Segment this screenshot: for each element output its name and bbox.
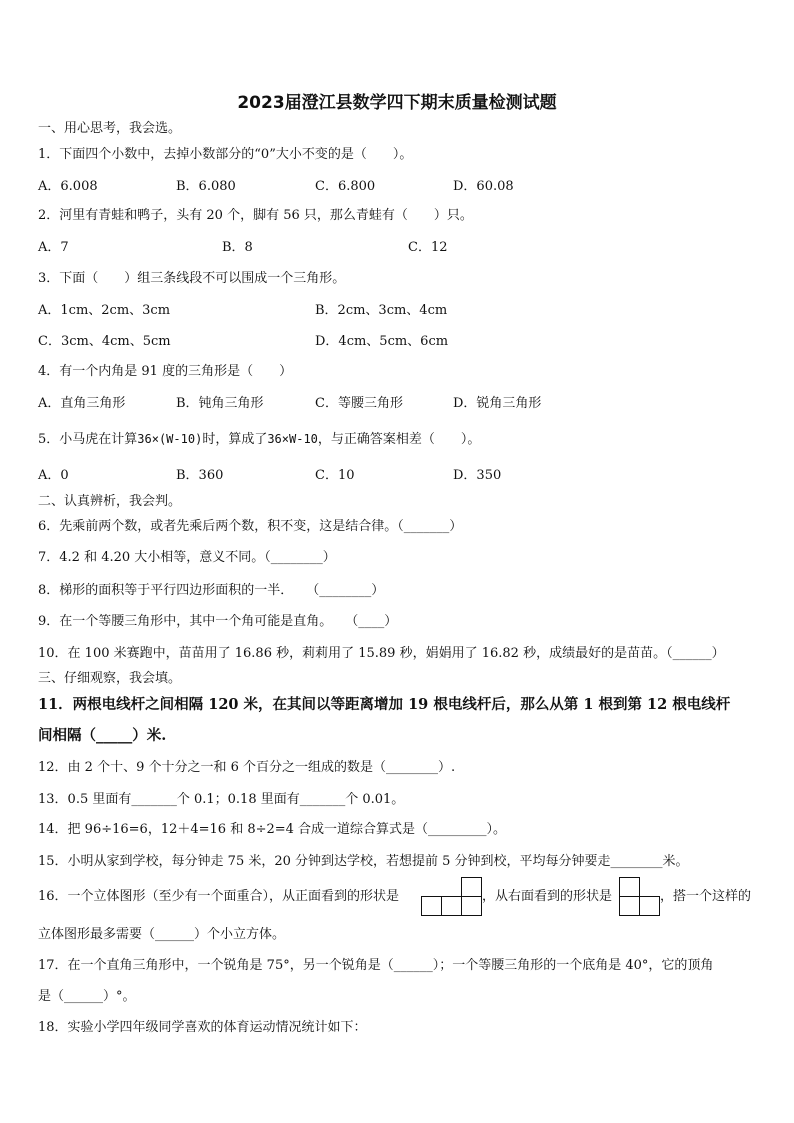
- question-16-part-3: ，搭一个这样的: [660, 889, 752, 904]
- front-view-top-cube: [462, 878, 482, 897]
- q3-option-a: A．1cm、2cm、3cm: [38, 303, 171, 318]
- page-title: 2023届澄江县数学四下期末质量检测试题: [237, 93, 557, 113]
- question-6: 6．先乘前两个数，或者先乘后两个数，积不变，这是结合律。（_______）: [38, 519, 463, 534]
- q5-option-d: D．350: [453, 468, 502, 483]
- q3-option-d: D．4cm、5cm、6cm: [315, 334, 449, 349]
- q5-text-middle: 时，算成了: [202, 432, 268, 447]
- question-9: 9．在一个等腰三角形中，其中一个角可能是直角。 （____）: [38, 614, 398, 629]
- section-2-heading: 二、认真辨析，我会判。: [38, 494, 182, 509]
- q1-option-d: D．60.08: [453, 179, 514, 194]
- question-17-line-1: 17．在一个直角三角形中，一个锐角是 75°，另一个锐角是（______）；一个等腰三角形的一个底角是 40°，它的顶角: [38, 958, 714, 973]
- question-8: 8．梯形的面积等于平行四边形面积的一半． （________）: [38, 583, 385, 598]
- q5-formula-correct: 36×(W-10): [137, 432, 203, 446]
- front-view-bottom-cube-2: [442, 897, 462, 916]
- q3-option-c: C．3cm、4cm、5cm: [38, 334, 171, 349]
- question-16-line-2: 立体图形最多需要（______）个小立方体。: [38, 927, 286, 942]
- question-4: 4．有一个内角是 91 度的三角形是（ ）: [38, 364, 293, 379]
- q1-option-c: C．6.800: [315, 179, 376, 194]
- q4-option-c: C．等腰三角形: [315, 396, 403, 411]
- question-2: 2．河里有青蛙和鸭子，头有 20 个，脚有 56 只，那么青蛙有（ ）只。: [38, 208, 473, 223]
- right-view-figure: [619, 877, 661, 917]
- question-16-part-1: 16．一个立体图形（至少有一个面重合），从正面看到的形状是: [38, 889, 400, 904]
- q5-option-c: C．10: [315, 468, 355, 483]
- q5-text-end: ，与正确答案相差（ ）。: [317, 432, 481, 447]
- front-view-bottom-cube-1: [422, 897, 442, 916]
- q1-option-a: A．6.008: [38, 179, 98, 194]
- question-11-line-1: 11．两根电线杆之间相隔 120 米，在其间以等距离增加 19 根电线杆后，那么从第 1 根到第 12 根电线杆: [38, 696, 731, 713]
- question-7: 7．4.2 和 4.20 大小相等，意义不同。（________）: [38, 550, 336, 565]
- q2-option-c: C．12: [408, 240, 448, 255]
- question-10: 10．在 100 米赛跑中，苗苗用了 16.86 秒，莉莉用了 15.89 秒，娟娟用了 16.82 秒，成绩最好的是苗苗。（______）: [38, 646, 725, 661]
- question-15: 15．小明从家到学校，每分钟走 75 米，20 分钟到达学校，若想提前 5 分钟到校，平均每分钟要走________米。: [38, 854, 689, 869]
- question-18: 18．实验小学四年级同学喜欢的体育运动情况统计如下：: [38, 1020, 367, 1035]
- right-view-top-cube: [620, 878, 640, 897]
- q5-option-b: B．360: [176, 468, 224, 483]
- question-16-part-2: ，从右面看到的形状是: [482, 889, 613, 904]
- q5-formula-wrong: 36×W-10: [267, 432, 318, 446]
- question-13: 13．0.5 里面有_______个 0.1；0.18 里面有_______个 0.01。: [38, 792, 405, 807]
- q3-option-b: B．2cm、3cm、4cm: [315, 303, 448, 318]
- front-view-figure: [421, 877, 483, 917]
- q1-option-b: B．6.080: [176, 179, 236, 194]
- section-3-heading: 三、仔细观察，我会填。: [38, 671, 182, 686]
- question-5: [38, 430, 480, 449]
- section-1-heading: 一、用心思考，我会选。: [38, 121, 182, 136]
- q5-option-a: A．0: [38, 468, 69, 483]
- question-14: 14．把 96÷16=6，12＋4=16 和 8÷2=4 合成一道综合算式是（_________）。: [38, 822, 507, 837]
- right-view-bottom-cube-2: [640, 897, 660, 916]
- q2-option-a: A．7: [38, 240, 69, 255]
- q4-option-a: A．直角三角形: [38, 396, 126, 411]
- question-3: 3．下面（ ）组三条线段不可以围成一个三角形。: [38, 271, 346, 286]
- question-12: 12．由 2 个十、9 个十分之一和 6 个百分之一组成的数是（________）.: [38, 760, 456, 775]
- question-11-line-2: 间相隔（_____）米.: [38, 727, 167, 744]
- q4-option-b: B．钝角三角形: [176, 396, 264, 411]
- question-17-line-2: 是（______）°。: [38, 989, 136, 1004]
- q4-option-d: D．锐角三角形: [453, 396, 542, 411]
- q2-option-b: B．8: [222, 240, 253, 255]
- right-view-bottom-cube-1: [620, 897, 640, 916]
- q5-text-start: 5．小马虎在计算: [38, 432, 138, 447]
- question-1: 1．下面四个小数中，去掉小数部分的“0”大小不变的是（ ）。: [38, 147, 413, 162]
- front-view-bottom-cube-3: [462, 897, 482, 916]
